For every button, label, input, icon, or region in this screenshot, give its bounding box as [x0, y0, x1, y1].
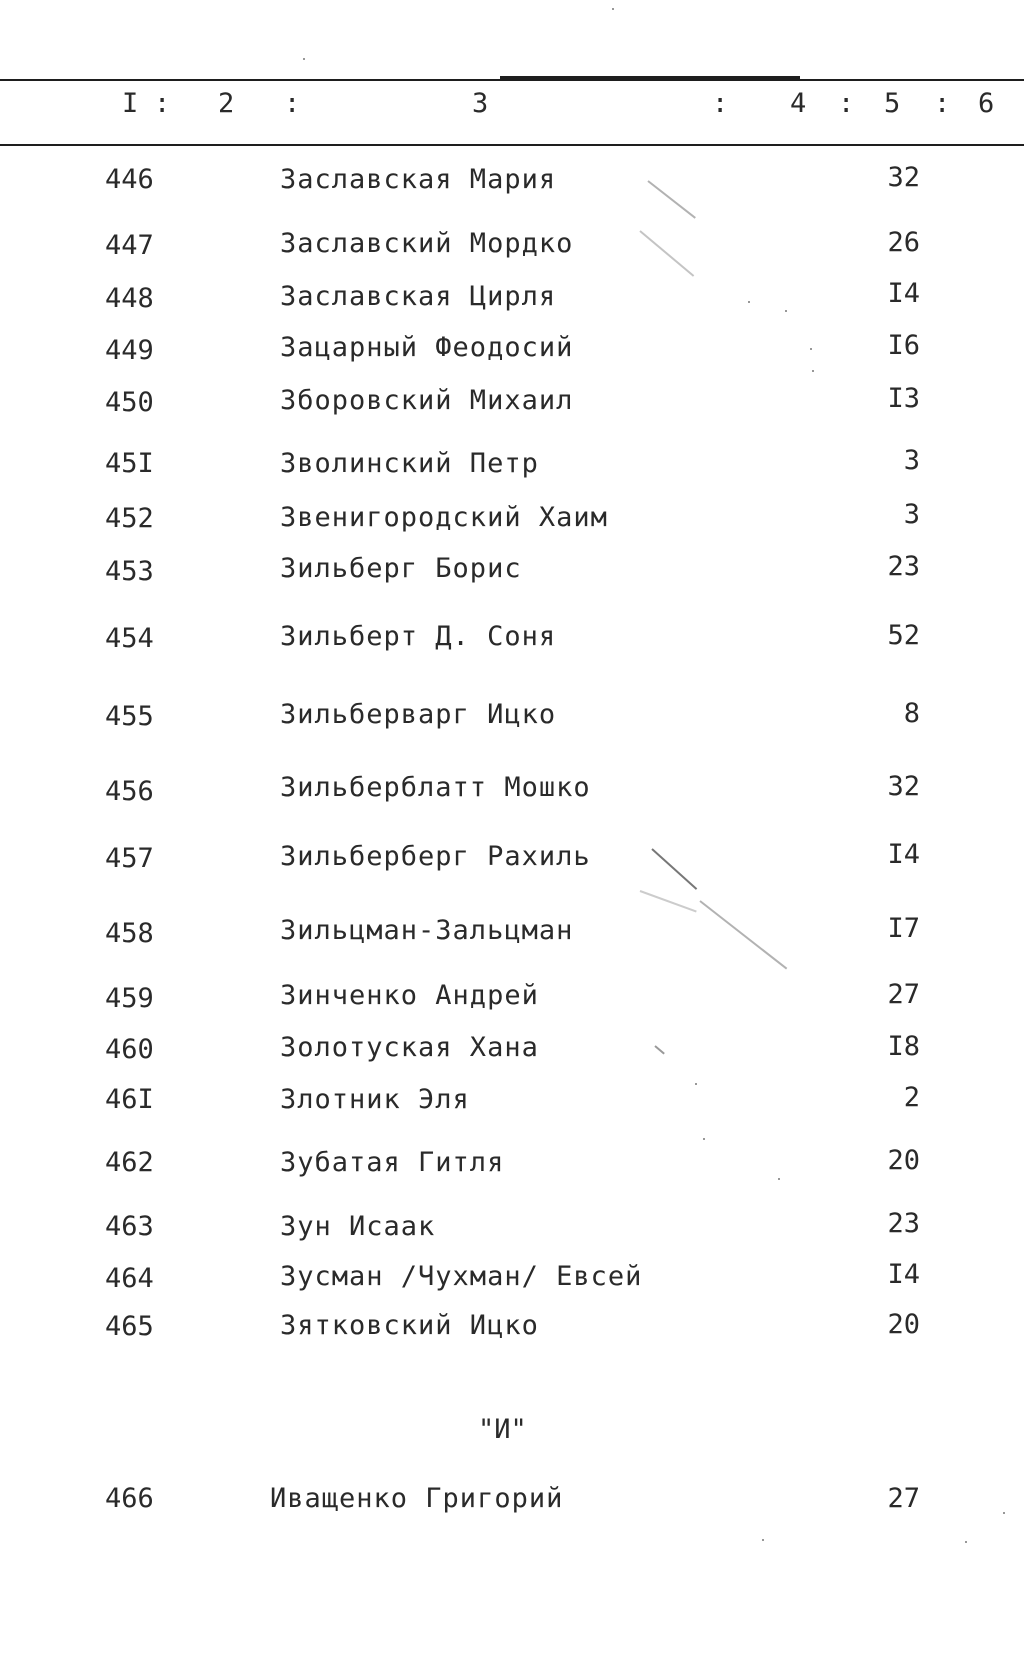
speck [965, 1541, 967, 1543]
entry-name: Зильцман-Зальцман [280, 915, 574, 946]
header-sep: : [934, 88, 952, 119]
entry-value: 32 [887, 771, 920, 802]
entry-number: 453 [105, 556, 154, 587]
header-col-2: 2 [218, 88, 236, 119]
entry-value: I4 [887, 278, 920, 309]
entry-value: I4 [887, 839, 920, 870]
entry-value: 23 [887, 1208, 920, 1239]
scan-stroke [654, 1045, 664, 1054]
entry-value: I4 [887, 1259, 920, 1290]
scan-stroke [640, 890, 697, 912]
header-col-3: 3 [472, 88, 490, 119]
entry-name: Зусман /Чухман/ Евсей [280, 1261, 643, 1292]
speck [695, 1083, 697, 1085]
header-top-rule-thick [500, 76, 800, 79]
header-top-rule [0, 79, 1024, 81]
entry-name: Заславская Мария [280, 164, 557, 195]
entry-value: 52 [887, 620, 920, 651]
speck [810, 348, 812, 350]
entry-name: Заславский Мордко [280, 228, 574, 259]
entry-value: 27 [887, 979, 920, 1010]
entry-number: 452 [105, 503, 154, 534]
entry-name: Зацарный Феодосий [280, 332, 574, 363]
entry-number: 446 [105, 164, 154, 195]
entry-name: Заславская Цирля [280, 281, 557, 312]
entry-number: 460 [105, 1034, 154, 1065]
entry-value: 8 [903, 698, 920, 729]
entry-name: Зильберварг Ицко [280, 699, 557, 730]
entry-name: Зильберг Борис [280, 553, 522, 584]
entry-name: Зун Исаак [280, 1211, 436, 1242]
entry-name: Зильберблатт Мошко [280, 772, 591, 803]
header-bottom-rule [0, 144, 1024, 146]
speck [303, 58, 305, 60]
entry-value: 3 [903, 499, 920, 530]
entry-number: 447 [105, 230, 154, 261]
entry-number: 448 [105, 283, 154, 314]
speck [703, 1138, 705, 1140]
entry-number: 462 [105, 1147, 154, 1178]
entry-number: 466 [105, 1483, 154, 1514]
entry-number: 455 [105, 701, 154, 732]
entry-name: Зборовский Михаил [280, 385, 574, 416]
entry-name: Зубатая Гитля [280, 1147, 505, 1178]
entry-number: 459 [105, 983, 154, 1014]
entry-name: Звенигородский Хаим [280, 502, 608, 533]
entry-number: 454 [105, 623, 154, 654]
entry-number: 465 [105, 1311, 154, 1342]
entry-name: Зильберт Д. Соня [280, 621, 557, 652]
entry-name: Зинченко Андрей [280, 980, 539, 1011]
entry-name: Зильберберг Рахиль [280, 841, 591, 872]
scan-stroke [699, 900, 787, 969]
entry-name: Золотуская Хана [280, 1032, 539, 1063]
entry-value: 27 [887, 1483, 920, 1514]
scan-stroke [647, 180, 696, 219]
header-sep: : [838, 88, 856, 119]
entry-value: 23 [887, 551, 920, 582]
speck [778, 1178, 780, 1180]
entry-number: 449 [105, 335, 154, 366]
entry-value: 3 [903, 445, 920, 476]
speck [1003, 1512, 1005, 1514]
header-col-5: 5 [884, 88, 902, 119]
entry-value: 20 [887, 1309, 920, 1340]
entry-value: I7 [887, 913, 920, 944]
header-col-4: 4 [790, 88, 808, 119]
speck [812, 370, 814, 372]
entry-value: 26 [887, 227, 920, 258]
entry-value: I8 [887, 1031, 920, 1062]
entry-name: Зятковский Ицко [280, 1310, 539, 1341]
header-col-1: I [122, 88, 140, 119]
header-sep: : [284, 88, 302, 119]
entry-value: 2 [903, 1082, 920, 1113]
header-sep: : [154, 88, 172, 119]
entry-name: Зволинский Петр [280, 448, 539, 479]
entry-number: 458 [105, 918, 154, 949]
entry-number: 450 [105, 387, 154, 418]
entry-number: 464 [105, 1263, 154, 1294]
entry-name: Злотник Эля [280, 1084, 470, 1115]
speck [785, 310, 787, 312]
speck [762, 1539, 764, 1541]
entry-value: 20 [887, 1145, 920, 1176]
entry-number: 463 [105, 1211, 154, 1242]
entry-value: I6 [887, 330, 920, 361]
entry-value: I3 [887, 383, 920, 414]
scan-stroke [639, 230, 694, 277]
entry-number: 45I [105, 448, 154, 479]
section-heading: "И" [478, 1414, 527, 1445]
entry-number: 456 [105, 776, 154, 807]
scan-stroke [651, 848, 697, 890]
header-col-6: 6 [978, 88, 996, 119]
header-sep: : [712, 88, 730, 119]
entry-number: 457 [105, 843, 154, 874]
speck [612, 8, 614, 10]
entry-number: 46I [105, 1084, 154, 1115]
speck [748, 301, 750, 303]
entry-value: 32 [887, 162, 920, 193]
entry-name: Иващенко Григорий [270, 1483, 564, 1514]
